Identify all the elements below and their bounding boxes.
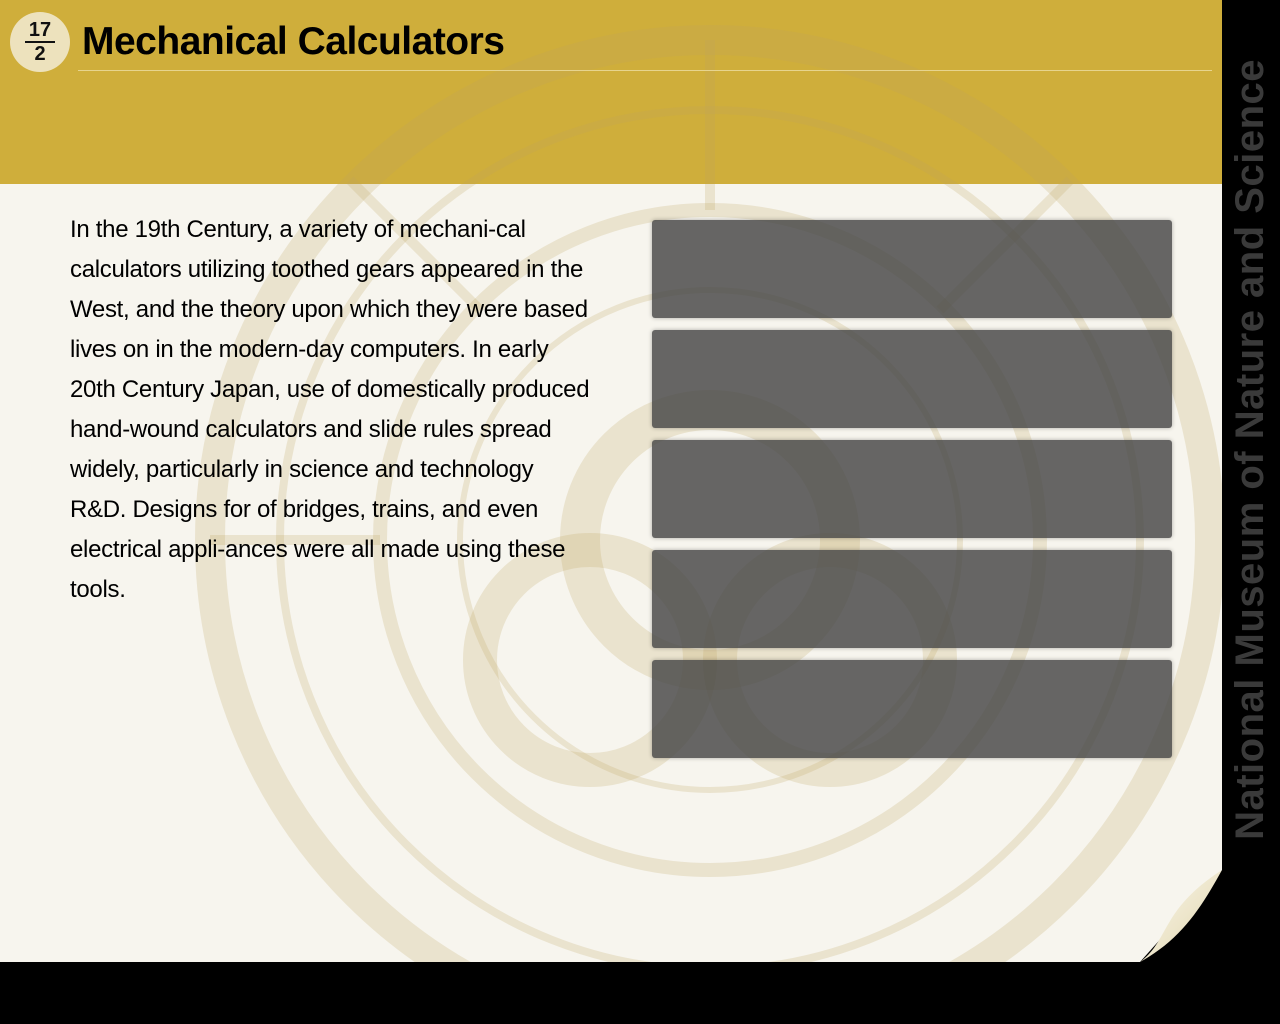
image-placeholder (652, 220, 1172, 318)
page-number-current: 17 (28, 19, 52, 41)
body-paragraph: In the 19th Century, a variety of mechani-cal calculators utilizing toothed gears appeared in the West, and the theory upon which they were based lives on in the modern-day computers. In early 20th Century Japan, use of domestically produced hand-wound calculators and slide rules spread widely, particularly in science and technology R&D. Designs for of bridges, trains, and even electrical appli-ances were all made using these tools. (70, 216, 590, 603)
page-title: Mechanical Calculators (82, 20, 505, 63)
page-curl-icon[interactable] (1140, 870, 1222, 962)
page-number-total: 2 (34, 43, 46, 65)
image-placeholder (652, 660, 1172, 758)
page-number-badge (10, 12, 70, 72)
bottom-bar (0, 962, 1280, 1024)
image-placeholder (652, 550, 1172, 648)
museum-name: National Museum of Nature and Science (1227, 59, 1272, 840)
museum-side-label (1226, 0, 1274, 840)
title-underline (78, 70, 1212, 71)
image-placeholder (652, 330, 1172, 428)
image-placeholder (652, 440, 1172, 538)
image-placeholder-list (652, 220, 1172, 770)
